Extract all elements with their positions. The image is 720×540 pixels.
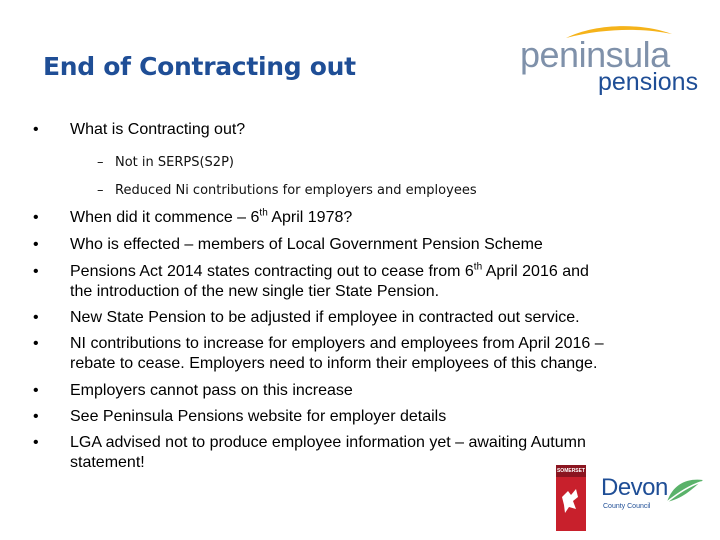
sub-bullet-item: – Reduced Ni contributions for employers and employees: [97, 183, 477, 198]
dragon-icon: [556, 477, 586, 531]
page-title: End of Contracting out: [43, 52, 356, 81]
devon-county-council-logo: Devon County Council: [601, 474, 706, 524]
bullet-dot: •: [33, 121, 39, 138]
sub-bullet-item: – Not in SERPS(S2P): [97, 155, 234, 170]
logo-word-pensions: pensions: [598, 68, 699, 96]
peninsula-pensions-logo: [520, 22, 699, 102]
somerset-logo: SOMERSET: [556, 465, 586, 531]
logo-word-peninsula: peninsula: [520, 34, 670, 75]
leaf-icon: [665, 476, 705, 506]
